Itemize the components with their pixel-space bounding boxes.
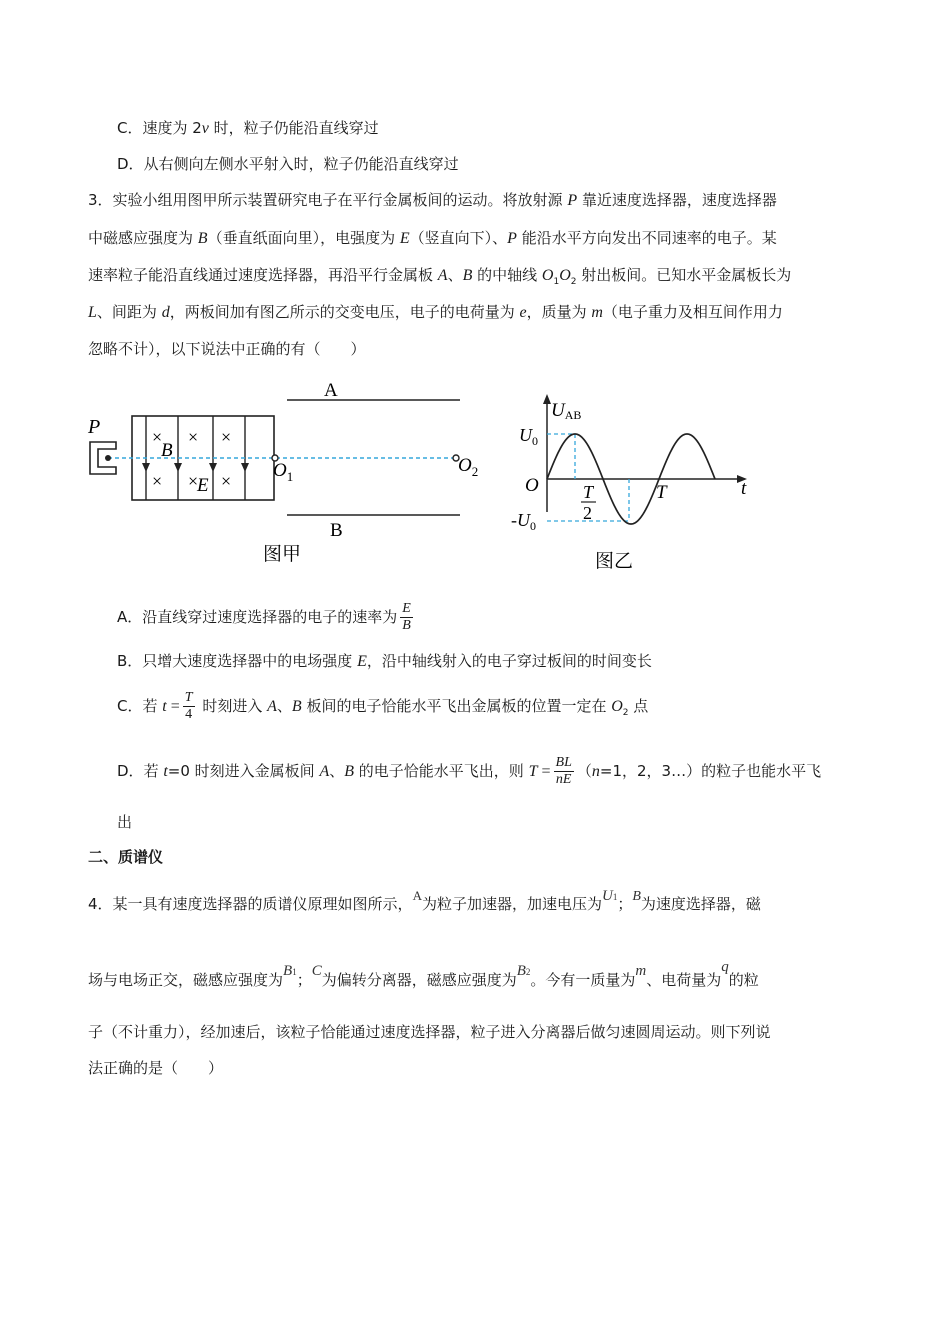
- field-cross: ×: [152, 427, 163, 447]
- figure-jia-caption: 图甲: [263, 543, 302, 565]
- source-p: [90, 442, 116, 474]
- q4-stem-line1: 4．某一具有速度选择器的质谱仪原理如图所示，A为粒子加速器，加速电压为U1；B为速度选择器，磁: [88, 888, 761, 913]
- field-b-label: B: [161, 440, 173, 461]
- figure-jia: [80, 375, 490, 575]
- neg-u0-label: $-U_0$: [511, 510, 536, 533]
- q3-stem-line5: 忽略不计），以下说法中正确的有（ ）: [88, 340, 366, 358]
- q3-stem-line1: 3．实验小组用图甲所示装置研究电子在平行金属板间的运动。将放射源 P 靠近速度选择器，速度选择器: [88, 191, 777, 209]
- figure-yi: [505, 390, 765, 580]
- q4-stem-line2: 场与电场正交，磁感应强度为B1；C为偏转分离器，磁感应强度为B2。今有一质量为m、电荷量为q的粒: [88, 959, 759, 989]
- field-cross: ×: [188, 427, 199, 447]
- o1-label: $O_1$: [273, 460, 294, 484]
- q2-option-c: C．速度为 2v 时，粒子仍能沿直线穿过: [117, 119, 379, 137]
- q3-stem-line4: L、间距为 d，两板间加有图乙所示的交变电压，电子的电荷量为 e，质量为 m（电子重力及相互间作用力: [88, 303, 783, 321]
- field-cross: ×: [152, 471, 163, 491]
- fraction-e-over-b: $\frac{E}{B}$: [402, 601, 411, 633]
- fraction-bl-over-ne: $\frac{BL}{nE}$: [555, 755, 572, 787]
- q2-option-d: D．从右侧向左侧水平射入时，粒子仍能沿直线穿过: [117, 155, 459, 173]
- q3-stem-line3: 速率粒子能沿直线通过速度选择器，再沿平行金属板 A、B 的中轴线 $O_1O_2$ 射出板间。已知水平金属板长为: [88, 266, 792, 287]
- q3-option-a: A．沿直线穿过速度选择器的电子的速率为 $\frac{E}{B}$: [117, 601, 411, 633]
- source-p-label: P: [88, 416, 101, 438]
- y-axis-label: UAB: [551, 400, 582, 422]
- q3-option-b: B．只增大速度选择器中的电场强度 E，沿中轴线射入的电子穿过板间的时间变长: [117, 652, 652, 670]
- origin-label: O: [525, 475, 539, 496]
- q3-option-d: D．若 t=0 时刻进入金属板间 A、B 的电子恰能水平飞出，则 T = $\frac{BL}{nE}$ （n=1，2，3…）的粒子也能水平飞: [117, 755, 822, 787]
- field-e-label: E: [197, 475, 209, 496]
- x-axis-label: t: [741, 478, 747, 499]
- plate-b-label: B: [330, 520, 343, 541]
- field-cross: ×: [221, 427, 232, 447]
- field-cross: ×: [188, 471, 199, 491]
- figure-yi-caption: 图乙: [595, 550, 634, 572]
- q3-option-c: C．若 t = $\frac{T}{4}$ 时刻进入 A、B 板间的电子恰能水平飞出金属板的位置一定在 $O_2$ 点: [117, 690, 649, 722]
- q3-stem-line2: 中磁感应强度为 B（垂直纸面向里），电强度为 E（竖直向下）、P 能沿水平方向发出不同速率的电子。某: [88, 229, 777, 247]
- q4-stem-line4: 法正确的是（ ）: [88, 1059, 224, 1077]
- q4-stem-line3: 子（不计重力），经加速后，该粒子恰能通过速度选择器，粒子进入分离器后做匀速圆周运动。则下列说: [88, 1023, 771, 1041]
- field-cross: ×: [221, 471, 232, 491]
- t-half-num: T: [583, 482, 594, 502]
- plate-a-label: A: [324, 380, 338, 401]
- u0-label: $U_0$: [519, 425, 538, 448]
- t-full-label: T: [656, 482, 667, 503]
- t-half-den: 2: [583, 503, 592, 523]
- q3-option-d-cont: 出: [117, 813, 133, 831]
- section-title-mass-spectrometer: 二、质谱仪: [88, 848, 164, 866]
- fraction-t-over-4: $\frac{T}{4}$: [184, 690, 193, 722]
- o2-label: $O_2$: [458, 455, 479, 479]
